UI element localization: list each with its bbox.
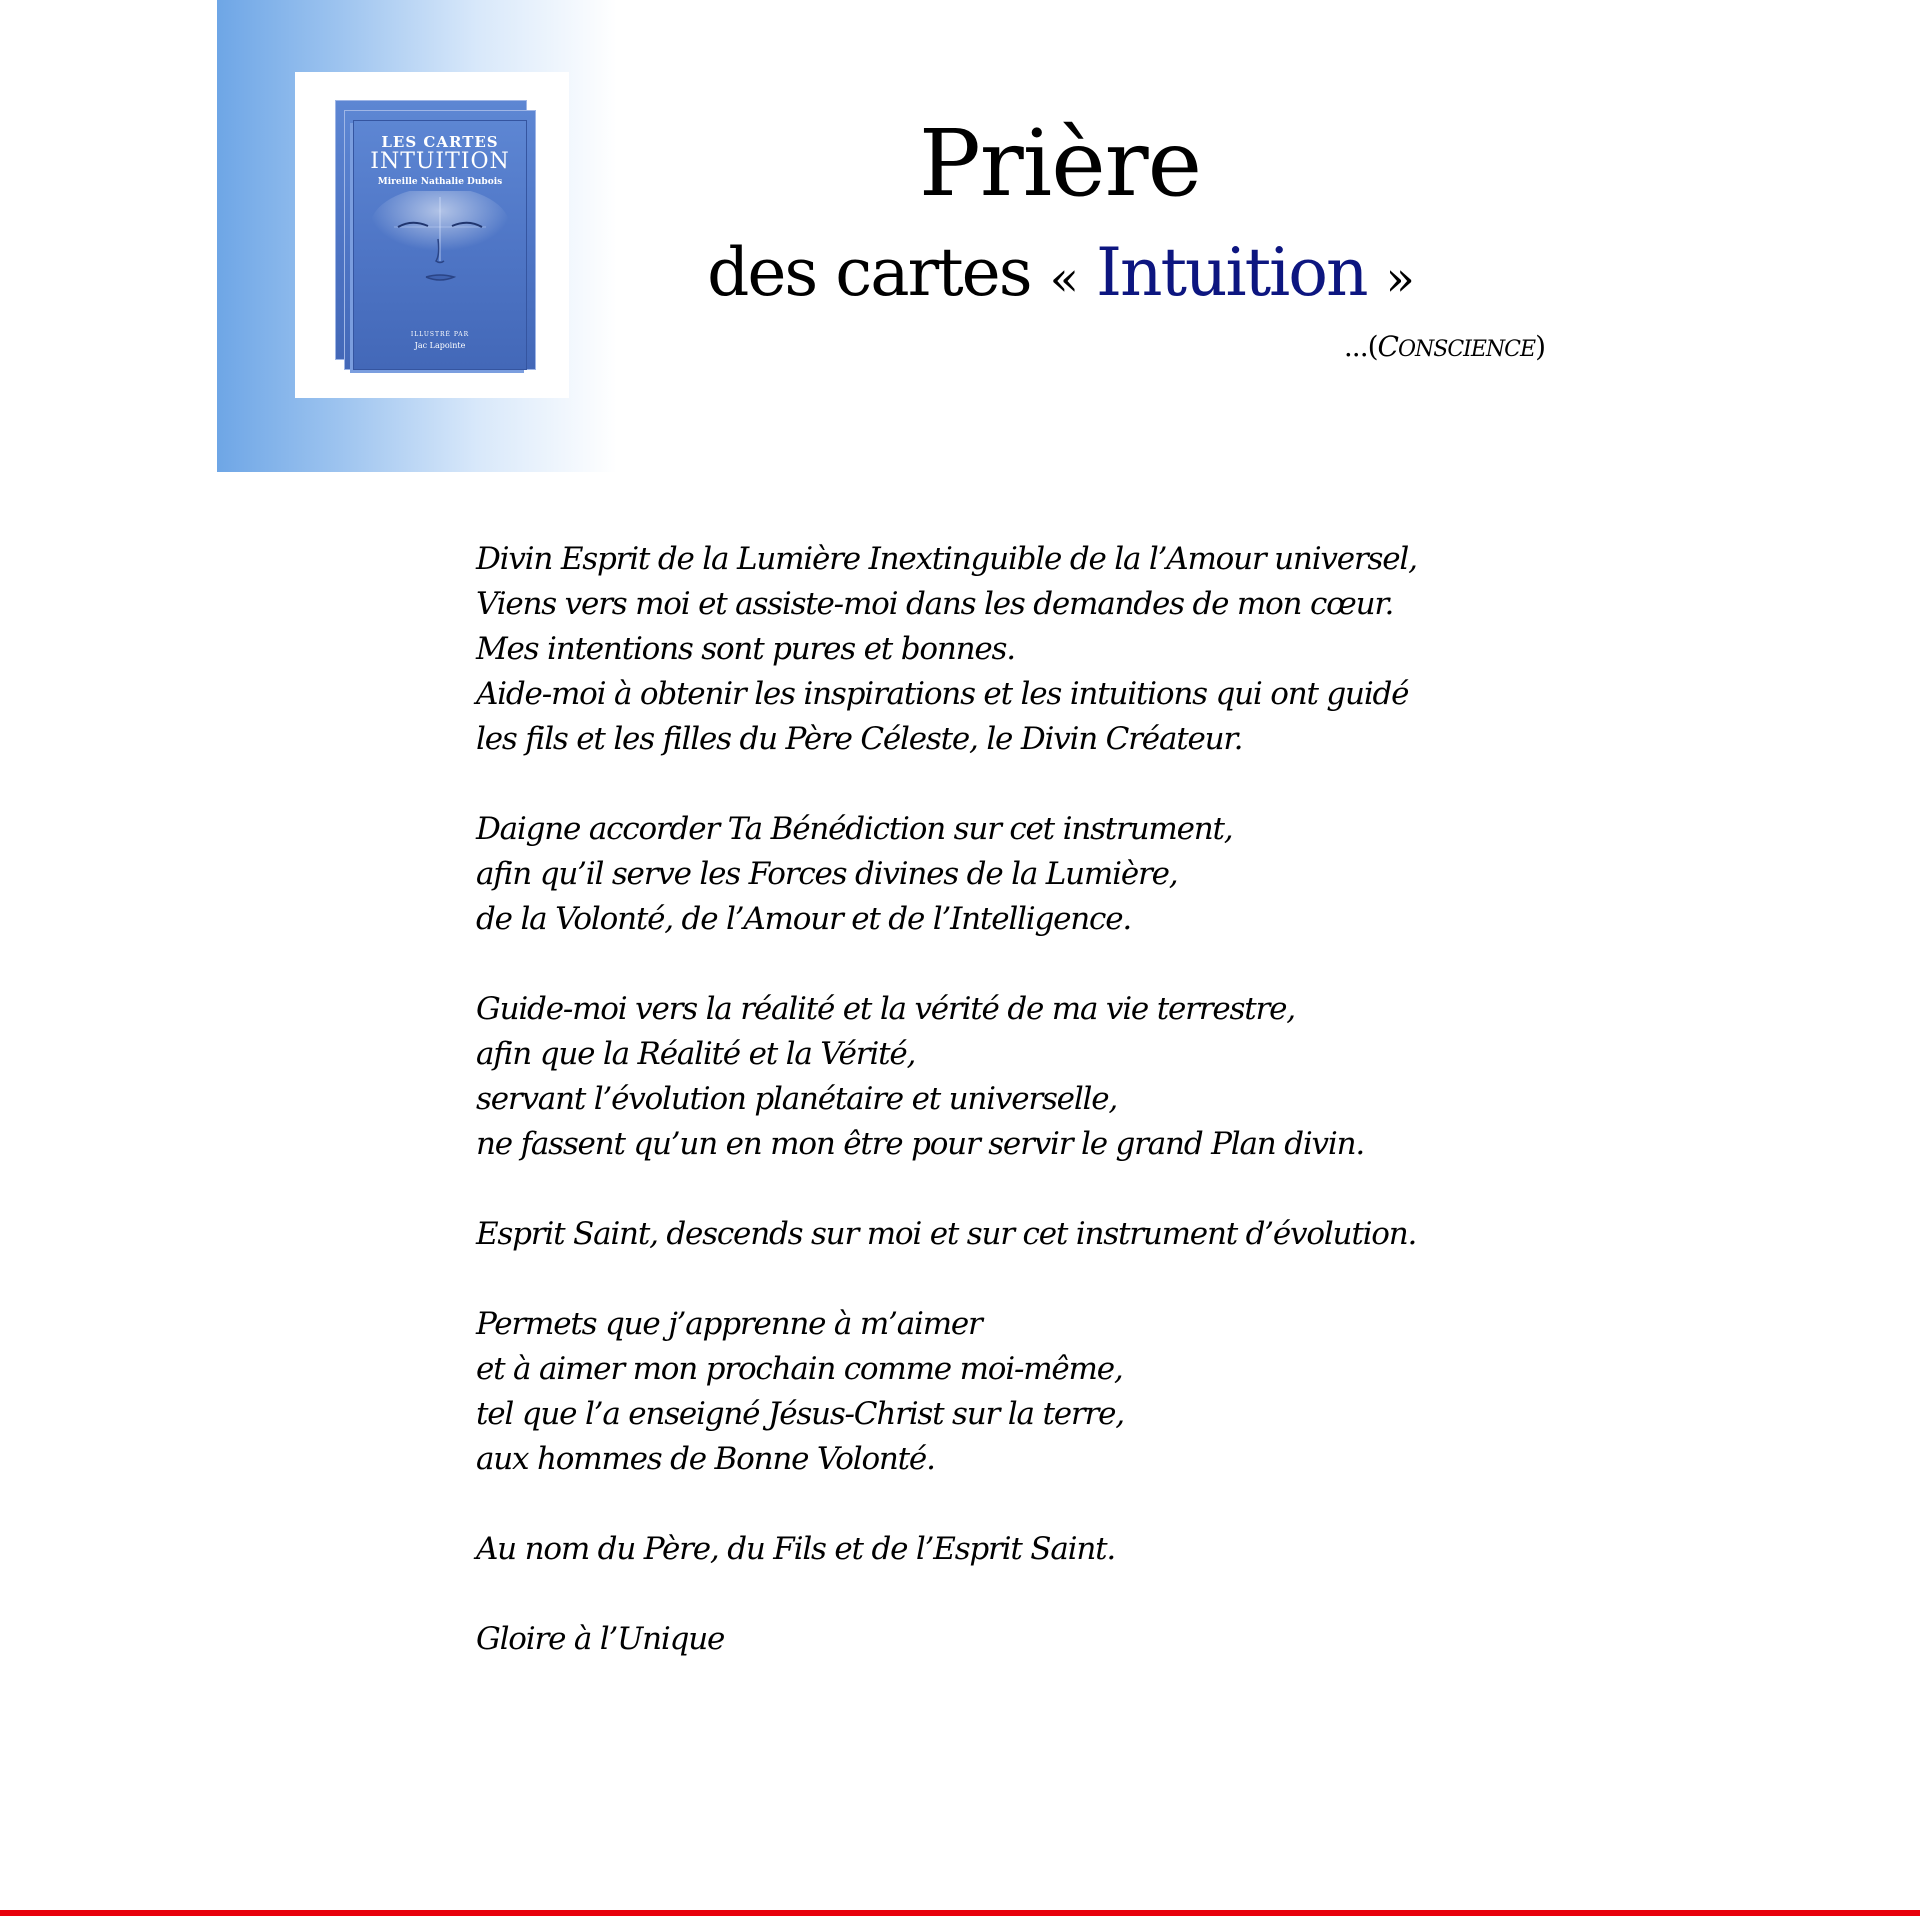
subtitle-text: des cartes <box>707 234 1031 311</box>
prayer-line: Divin Esprit de la Lumière Inextinguible de la l’Amour universel, <box>476 541 1417 577</box>
prayer-line: afin qu’il serve les Forces divines de la Lumière, <box>476 856 1178 892</box>
cover-title-line2: INTUITION <box>370 149 510 174</box>
book-cover-image <box>353 120 527 370</box>
quote-close: » <box>1385 251 1413 307</box>
prayer-line: et à aimer mon prochain comme moi-même, <box>476 1351 1123 1387</box>
page-subtitle <box>640 234 1480 311</box>
prayer-line: Au nom du Père, du Fils et de l’Esprit Saint. <box>476 1531 1116 1567</box>
prayer-line: tel que l’a enseigné Jésus-Christ sur la terre, <box>476 1396 1124 1432</box>
prayer-stanza <box>476 1212 1576 1257</box>
prayer-stanza <box>476 537 1576 762</box>
prayer-stanza <box>476 1617 1576 1662</box>
tagline-prefix: ...( <box>1343 330 1378 363</box>
prayer-line: Gloire à l’Unique <box>476 1621 725 1657</box>
prayer-line: les fils et les filles du Père Céleste, le Divin Créateur. <box>476 721 1243 757</box>
subtitle-accent: Intuition <box>1095 234 1367 311</box>
prayer-stanza <box>476 807 1576 942</box>
cover-illustrator: Jac Lapointe <box>414 341 466 350</box>
tagline-word: ONSCIENCE <box>1397 337 1536 362</box>
prayer-stanza <box>476 987 1576 1167</box>
cover-face-illustration <box>354 191 526 311</box>
cover-illustrated-by: ILLUSTRÉ PAR <box>410 331 470 338</box>
prayer-line: ne fassent qu’un en mon être pour servir le grand Plan divin. <box>476 1126 1364 1162</box>
prayer-text <box>476 537 1576 1707</box>
prayer-line: Mes intentions sont pures et bonnes. <box>476 631 1015 667</box>
prayer-line: aux hommes de Bonne Volonté. <box>476 1441 935 1477</box>
prayer-line: Viens vers moi et assiste-moi dans les demandes de mon cœur. <box>476 586 1394 622</box>
cover-author: Mireille Nathalie Dubois <box>377 177 503 187</box>
prayer-line: Aide-moi à obtenir les inspirations et les intuitions qui ont guidé <box>476 676 1409 712</box>
tagline-initial: C <box>1377 330 1398 363</box>
prayer-line: Guide-moi vers la réalité et la vérité de ma vie terrestre, <box>476 991 1295 1027</box>
prayer-stanza <box>476 1302 1576 1482</box>
prayer-line: servant l’évolution planétaire et universelle, <box>476 1081 1118 1117</box>
prayer-line: Esprit Saint, descends sur moi et sur cet instrument d’évolution. <box>476 1216 1417 1252</box>
tagline <box>1344 330 1545 363</box>
prayer-line: de la Volonté, de l’Amour et de l’Intelligence. <box>476 901 1131 937</box>
bottom-rule <box>0 1910 1920 1916</box>
prayer-line: Permets que j’apprenne à m’aimer <box>476 1306 982 1342</box>
quote-open: « <box>1049 251 1077 307</box>
cover-title-line1: LES CARTES <box>381 133 499 151</box>
tagline-suffix: ) <box>1535 330 1545 363</box>
prayer-line: Daigne accorder Ta Bénédiction sur cet instrument, <box>476 811 1233 847</box>
page-title: Prière <box>918 110 1202 217</box>
prayer-stanza <box>476 1527 1576 1572</box>
prayer-line: afin que la Réalité et la Vérité, <box>476 1036 916 1072</box>
